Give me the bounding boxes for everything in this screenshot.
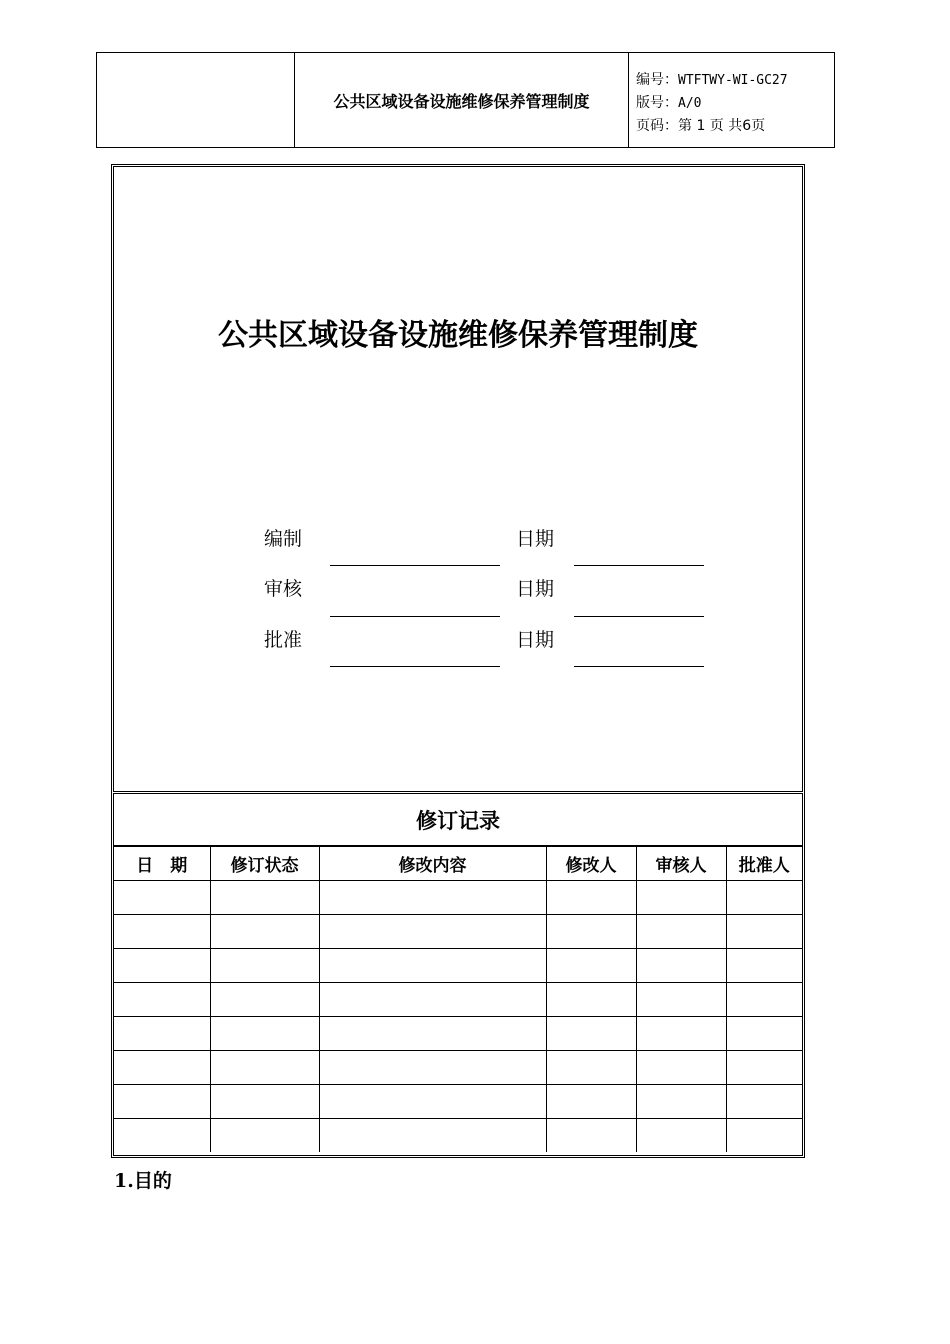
revision-record xyxy=(113,793,803,1156)
revision-title: 修订记录 xyxy=(114,794,802,846)
column-header-approver: 批准人 xyxy=(726,847,802,881)
header-meta xyxy=(629,53,834,147)
table-cell[interactable] xyxy=(114,1085,210,1119)
signature-line-prepared xyxy=(330,565,500,566)
signature-line-reviewed xyxy=(330,616,500,617)
table-cell[interactable] xyxy=(319,983,546,1017)
date-line-reviewed xyxy=(574,616,704,617)
table-cell[interactable] xyxy=(726,1017,802,1051)
table-cell[interactable] xyxy=(210,983,319,1017)
signature-line-approved xyxy=(330,666,500,667)
table-cell[interactable] xyxy=(210,949,319,983)
doc-version xyxy=(636,92,834,115)
table-cell[interactable] xyxy=(319,1085,546,1119)
table-row xyxy=(114,1051,802,1085)
table-cell[interactable] xyxy=(546,1017,636,1051)
table-row xyxy=(114,881,802,915)
section-heading-purpose: 1.目的 xyxy=(114,1170,172,1192)
table-cell[interactable] xyxy=(726,983,802,1017)
table-cell[interactable] xyxy=(319,915,546,949)
doc-code xyxy=(636,69,834,92)
document-header xyxy=(96,52,835,148)
table-cell[interactable] xyxy=(546,881,636,915)
doc-page: 页码：第 1 页 共6页 xyxy=(636,118,766,134)
table-cell[interactable] xyxy=(319,881,546,915)
table-cell[interactable] xyxy=(546,915,636,949)
table-cell[interactable] xyxy=(319,949,546,983)
table-cell[interactable] xyxy=(114,1017,210,1051)
date-line-prepared xyxy=(574,565,704,566)
header-title: 公共区域设备设施维修保养管理制度 xyxy=(295,53,629,147)
column-header-modifier: 修改人 xyxy=(546,847,636,881)
table-cell[interactable] xyxy=(636,983,726,1017)
table-cell[interactable] xyxy=(319,1119,546,1153)
table-cell[interactable] xyxy=(726,881,802,915)
doc-version-value: A/0 xyxy=(678,96,702,111)
table-cell[interactable] xyxy=(726,1085,802,1119)
doc-code-label: 编号： xyxy=(636,72,678,88)
revision-table xyxy=(114,846,802,1152)
table-cell[interactable] xyxy=(210,881,319,915)
date-label-prepared: 日期 xyxy=(516,528,555,550)
column-header-status: 修订状态 xyxy=(210,847,319,881)
table-cell[interactable] xyxy=(210,915,319,949)
table-cell[interactable] xyxy=(319,1017,546,1051)
table-cell[interactable] xyxy=(210,1051,319,1085)
revision-header-row xyxy=(114,847,802,881)
table-cell[interactable] xyxy=(546,949,636,983)
column-header-content: 修改内容 xyxy=(319,847,546,881)
table-cell[interactable] xyxy=(546,1051,636,1085)
table-row xyxy=(114,1119,802,1153)
table-cell[interactable] xyxy=(636,1051,726,1085)
column-header-date: 日 期 xyxy=(114,847,210,881)
revision-table-body xyxy=(114,881,802,1153)
table-cell[interactable] xyxy=(114,1051,210,1085)
doc-version-label: 版号： xyxy=(636,95,678,111)
table-cell[interactable] xyxy=(210,1119,319,1153)
signature-role-prepared: 编制 xyxy=(264,528,303,550)
date-line-approved xyxy=(574,666,704,667)
table-cell[interactable] xyxy=(546,983,636,1017)
doc-code-value: WTFTWY-WI-GC27 xyxy=(678,73,788,88)
table-cell[interactable] xyxy=(546,1119,636,1153)
date-label-approved: 日期 xyxy=(516,629,555,651)
table-cell[interactable] xyxy=(636,881,726,915)
table-row xyxy=(114,915,802,949)
table-cell[interactable] xyxy=(726,915,802,949)
table-cell[interactable] xyxy=(726,1119,802,1153)
cover-box xyxy=(113,166,803,792)
table-row xyxy=(114,949,802,983)
table-cell[interactable] xyxy=(546,1085,636,1119)
table-cell[interactable] xyxy=(726,1051,802,1085)
table-cell[interactable] xyxy=(210,1085,319,1119)
table-cell[interactable] xyxy=(636,1119,726,1153)
table-cell[interactable] xyxy=(114,881,210,915)
table-row xyxy=(114,983,802,1017)
signature-role-approved: 批准 xyxy=(264,629,303,651)
date-label-reviewed: 日期 xyxy=(516,578,555,600)
column-header-reviewer: 审核人 xyxy=(636,847,726,881)
table-row xyxy=(114,1017,802,1051)
table-cell[interactable] xyxy=(114,983,210,1017)
table-cell[interactable] xyxy=(636,1017,726,1051)
table-cell[interactable] xyxy=(636,1085,726,1119)
table-cell[interactable] xyxy=(319,1051,546,1085)
table-row xyxy=(114,1085,802,1119)
logo-cell xyxy=(97,53,295,147)
table-cell[interactable] xyxy=(636,915,726,949)
signature-role-reviewed: 审核 xyxy=(264,578,303,600)
table-cell[interactable] xyxy=(114,949,210,983)
cover-title: 公共区域设备设施维修保养管理制度 xyxy=(218,318,698,353)
table-cell[interactable] xyxy=(114,1119,210,1153)
table-cell[interactable] xyxy=(726,949,802,983)
table-cell[interactable] xyxy=(114,915,210,949)
table-cell[interactable] xyxy=(636,949,726,983)
table-cell[interactable] xyxy=(210,1017,319,1051)
